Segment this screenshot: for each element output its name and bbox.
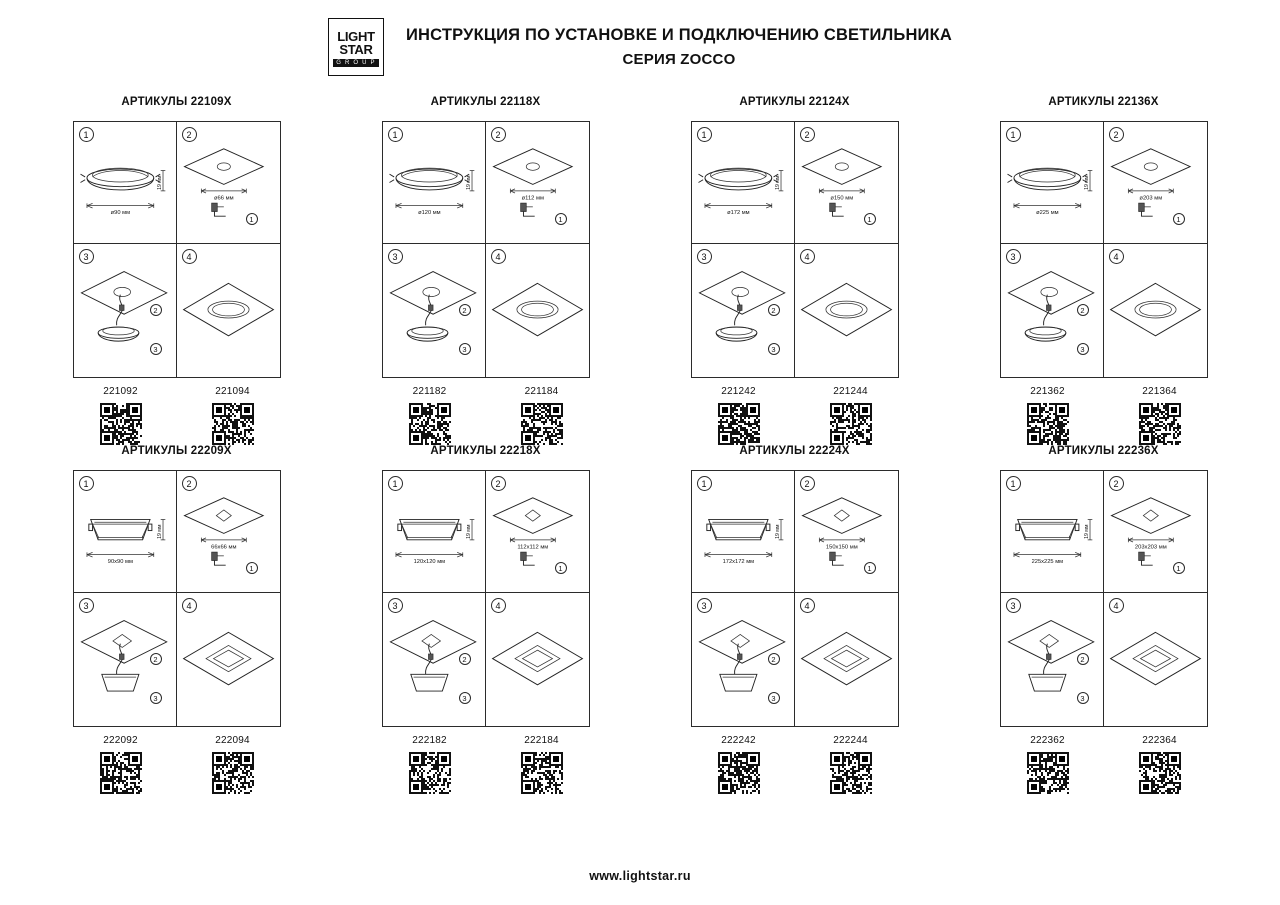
step-number: 2 xyxy=(491,476,506,491)
dim-height-label: 19 мм xyxy=(465,175,472,190)
dim-outer-label: ø225 мм xyxy=(1035,210,1059,217)
step-panel-4 xyxy=(486,593,589,726)
qr-code xyxy=(830,752,872,794)
installed-view xyxy=(795,593,898,726)
logo-line-3: G R O U P xyxy=(333,59,378,67)
article-code: 222242 xyxy=(721,735,756,746)
article-code-entry xyxy=(803,386,899,445)
callout-badge-1: 1 xyxy=(246,213,258,225)
step-number: 4 xyxy=(1109,598,1124,613)
step-number: 3 xyxy=(388,598,403,613)
group-title: АРТИКУЛЫ 22218Х xyxy=(430,445,541,457)
callout-badge-2: 2 xyxy=(150,653,162,665)
step-number: 3 xyxy=(1006,598,1021,613)
qr-code xyxy=(1027,752,1069,794)
dim-hole-label: ø203 мм xyxy=(1138,195,1162,202)
step-panel-3 xyxy=(74,244,177,377)
dim-height-label: 19 мм xyxy=(1083,175,1090,190)
callout-badge-2: 2 xyxy=(459,304,471,316)
step-number: 3 xyxy=(697,249,712,264)
step-number: 2 xyxy=(182,127,197,142)
callout-badge-2: 2 xyxy=(768,653,780,665)
step-panel-4 xyxy=(1104,244,1207,377)
step-panel-3 xyxy=(692,593,795,726)
article-code: 222362 xyxy=(1030,735,1065,746)
page-title xyxy=(406,26,952,68)
callout-badge-3: 3 xyxy=(1077,343,1089,355)
callout-badge-1: 1 xyxy=(246,562,258,574)
article-code: 221092 xyxy=(103,386,138,397)
callout-badge-2: 2 xyxy=(768,304,780,316)
callout-badge-1: 1 xyxy=(555,562,567,574)
article-code-entry xyxy=(1112,386,1208,445)
steps-table xyxy=(382,470,590,727)
dim-outer-label: 225x225 мм xyxy=(1031,559,1063,566)
step-panel-2 xyxy=(177,122,280,244)
article-codes xyxy=(691,386,899,445)
instruction-groups xyxy=(0,96,1280,794)
dim-hole-label: ø66 мм xyxy=(213,195,234,202)
step-number: 1 xyxy=(1006,127,1021,142)
article-code: 222092 xyxy=(103,735,138,746)
dim-height-label: 19 мм xyxy=(156,175,163,190)
dim-hole-label: ø150 мм xyxy=(829,195,853,202)
qr-code xyxy=(718,403,760,445)
steps-table xyxy=(382,121,590,378)
callout-badge-1: 1 xyxy=(864,562,876,574)
group-title: АРТИКУЛЫ 22109Х xyxy=(121,96,232,108)
article-code-entry xyxy=(691,735,787,794)
article-code-entry xyxy=(1112,735,1208,794)
group-title: АРТИКУЛЫ 22224Х xyxy=(739,445,850,457)
step-panel-1 xyxy=(383,471,486,593)
dim-hole-label: 112x112 мм xyxy=(516,544,548,551)
article-codes xyxy=(1000,735,1208,794)
callout-badge-3: 3 xyxy=(150,692,162,704)
dim-outer-label: ø90 мм xyxy=(110,210,130,217)
step-panel-3 xyxy=(383,593,486,726)
step-number: 2 xyxy=(491,127,506,142)
callout-badge-3: 3 xyxy=(768,692,780,704)
instruction-group xyxy=(949,96,1258,445)
group-title: АРТИКУЛЫ 22209Х xyxy=(121,445,232,457)
qr-code xyxy=(521,403,563,445)
step-number: 2 xyxy=(1109,476,1124,491)
steps-table xyxy=(73,121,281,378)
dim-height-label: 19 мм xyxy=(774,175,781,190)
step-panel-3 xyxy=(74,593,177,726)
dim-outer-label: 90x90 мм xyxy=(107,559,133,566)
article-codes xyxy=(73,735,281,794)
instruction-group xyxy=(331,445,640,794)
step-panel-2 xyxy=(177,471,280,593)
article-code: 221244 xyxy=(833,386,868,397)
dim-outer-label: ø120 мм xyxy=(417,210,441,217)
step-panel-2 xyxy=(486,122,589,244)
article-code-entry xyxy=(73,735,169,794)
dim-hole-label: 150x150 мм xyxy=(825,544,858,551)
step-number: 4 xyxy=(491,598,506,613)
article-code-entry xyxy=(1000,735,1096,794)
step-panel-2 xyxy=(795,471,898,593)
article-code-entry xyxy=(1000,386,1096,445)
step-number: 4 xyxy=(182,598,197,613)
callout-badge-2: 2 xyxy=(459,653,471,665)
qr-code xyxy=(212,403,254,445)
step-number: 2 xyxy=(800,127,815,142)
qr-code xyxy=(521,752,563,794)
callout-badge-3: 3 xyxy=(459,343,471,355)
step-panel-1 xyxy=(1001,471,1104,593)
qr-code xyxy=(1139,403,1181,445)
step-number: 1 xyxy=(1006,476,1021,491)
callout-badge-1: 1 xyxy=(555,213,567,225)
qr-code xyxy=(100,403,142,445)
qr-code xyxy=(1139,752,1181,794)
step-panel-1 xyxy=(74,471,177,593)
step-panel-3 xyxy=(1001,593,1104,726)
article-codes xyxy=(1000,386,1208,445)
instruction-group xyxy=(331,96,640,445)
installed-view xyxy=(486,593,589,726)
group-title: АРТИКУЛЫ 22118Х xyxy=(430,96,541,108)
article-code: 221184 xyxy=(524,386,559,397)
callout-badge-1: 1 xyxy=(864,213,876,225)
dim-outer-label: ø172 мм xyxy=(726,210,750,217)
qr-code xyxy=(100,752,142,794)
instruction-group xyxy=(22,445,331,794)
dim-height-label: 19 мм xyxy=(156,524,163,539)
installed-view xyxy=(486,244,589,377)
dim-outer-label: 172x172 мм xyxy=(722,559,754,566)
instruction-group xyxy=(22,96,331,445)
steps-table xyxy=(691,470,899,727)
step-panel-4 xyxy=(795,593,898,726)
dim-outer-label: 120x120 мм xyxy=(413,559,445,566)
step-number: 4 xyxy=(182,249,197,264)
article-code: 221242 xyxy=(721,386,756,397)
steps-table xyxy=(1000,121,1208,378)
callout-badge-3: 3 xyxy=(150,343,162,355)
qr-code xyxy=(1027,403,1069,445)
installed-view xyxy=(177,244,280,377)
instruction-group xyxy=(949,445,1258,794)
callout-badge-2: 2 xyxy=(1077,304,1089,316)
callout-badge-1: 1 xyxy=(1173,562,1185,574)
step-panel-1 xyxy=(74,122,177,244)
qr-code xyxy=(409,752,451,794)
step-number: 2 xyxy=(182,476,197,491)
step-panel-1 xyxy=(1001,122,1104,244)
article-code-entry xyxy=(494,386,590,445)
step-panel-2 xyxy=(795,122,898,244)
step-panel-4 xyxy=(1104,593,1207,726)
qr-code xyxy=(830,403,872,445)
document-header xyxy=(0,0,1280,76)
step-panel-4 xyxy=(486,244,589,377)
group-title: АРТИКУЛЫ 22124Х xyxy=(739,96,850,108)
step-number: 4 xyxy=(800,598,815,613)
steps-table xyxy=(691,121,899,378)
step-number: 1 xyxy=(388,127,403,142)
callout-badge-3: 3 xyxy=(459,692,471,704)
callout-badge-3: 3 xyxy=(768,343,780,355)
step-number: 4 xyxy=(800,249,815,264)
step-panel-1 xyxy=(692,122,795,244)
article-code: 221182 xyxy=(412,386,447,397)
step-panel-4 xyxy=(177,593,280,726)
article-code-entry xyxy=(382,386,478,445)
step-number: 1 xyxy=(697,127,712,142)
step-panel-2 xyxy=(1104,122,1207,244)
article-code-entry xyxy=(185,735,281,794)
step-number: 3 xyxy=(388,249,403,264)
step-number: 3 xyxy=(79,249,94,264)
step-number: 1 xyxy=(388,476,403,491)
group-title: АРТИКУЛЫ 22236Х xyxy=(1048,445,1159,457)
article-code: 222094 xyxy=(215,735,250,746)
article-code-entry xyxy=(803,735,899,794)
group-title: АРТИКУЛЫ 22136Х xyxy=(1048,96,1159,108)
step-panel-2 xyxy=(1104,471,1207,593)
footer-url: www.lightstar.ru xyxy=(589,869,691,883)
dim-hole-label: 203x203 мм xyxy=(1134,544,1167,551)
dim-height-label: 19 мм xyxy=(465,524,472,539)
page-title-line-2: СЕРИЯ ZOCCO xyxy=(622,51,736,68)
dim-hole-label: ø112 мм xyxy=(521,195,544,202)
page-title-line-1: ИНСТРУКЦИЯ ПО УСТАНОВКЕ И ПОДКЛЮЧЕНИЮ СВЕТИЛЬНИКА xyxy=(405,26,953,44)
step-number: 2 xyxy=(800,476,815,491)
qr-code xyxy=(718,752,760,794)
article-code: 221094 xyxy=(215,386,250,397)
dim-hole-label: 66x66 мм xyxy=(210,544,237,551)
step-number: 3 xyxy=(697,598,712,613)
step-panel-3 xyxy=(383,244,486,377)
step-number: 1 xyxy=(697,476,712,491)
article-code-entry xyxy=(691,386,787,445)
step-panel-1 xyxy=(383,122,486,244)
article-codes xyxy=(73,386,281,445)
article-code-entry xyxy=(494,735,590,794)
brand-logo xyxy=(328,18,384,76)
step-number: 4 xyxy=(491,249,506,264)
dim-height-label: 19 мм xyxy=(774,524,781,539)
callout-badge-1: 1 xyxy=(1173,213,1185,225)
instruction-group xyxy=(640,445,949,794)
article-code-entry xyxy=(382,735,478,794)
callout-badge-3: 3 xyxy=(1077,692,1089,704)
article-codes xyxy=(382,386,590,445)
step-number: 4 xyxy=(1109,249,1124,264)
step-number: 2 xyxy=(1109,127,1124,142)
step-panel-2 xyxy=(486,471,589,593)
steps-table xyxy=(1000,470,1208,727)
article-code: 221364 xyxy=(1142,386,1177,397)
step-panel-4 xyxy=(177,244,280,377)
installed-view xyxy=(1104,593,1207,726)
article-code-entry xyxy=(185,386,281,445)
article-code: 222184 xyxy=(524,735,559,746)
installed-view xyxy=(795,244,898,377)
article-code: 222364 xyxy=(1142,735,1177,746)
article-codes xyxy=(691,735,899,794)
step-panel-4 xyxy=(795,244,898,377)
logo-line-2: STAR xyxy=(339,41,373,57)
step-number: 1 xyxy=(79,127,94,142)
installed-view xyxy=(1104,244,1207,377)
article-codes xyxy=(382,735,590,794)
installed-view xyxy=(177,593,280,726)
article-code: 221362 xyxy=(1030,386,1065,397)
step-panel-3 xyxy=(692,244,795,377)
article-code: 222182 xyxy=(412,735,447,746)
step-panel-3 xyxy=(1001,244,1104,377)
logo-line-1: LIGHT xyxy=(337,28,375,44)
article-code: 222244 xyxy=(833,735,868,746)
step-panel-1 xyxy=(692,471,795,593)
qr-code xyxy=(409,403,451,445)
step-number: 3 xyxy=(79,598,94,613)
article-code-entry xyxy=(73,386,169,445)
callout-badge-2: 2 xyxy=(150,304,162,316)
steps-table xyxy=(73,470,281,727)
callout-badge-2: 2 xyxy=(1077,653,1089,665)
step-number: 1 xyxy=(79,476,94,491)
instruction-group xyxy=(640,96,949,445)
step-number: 3 xyxy=(1006,249,1021,264)
dim-height-label: 19 мм xyxy=(1083,524,1090,539)
qr-code xyxy=(212,752,254,794)
